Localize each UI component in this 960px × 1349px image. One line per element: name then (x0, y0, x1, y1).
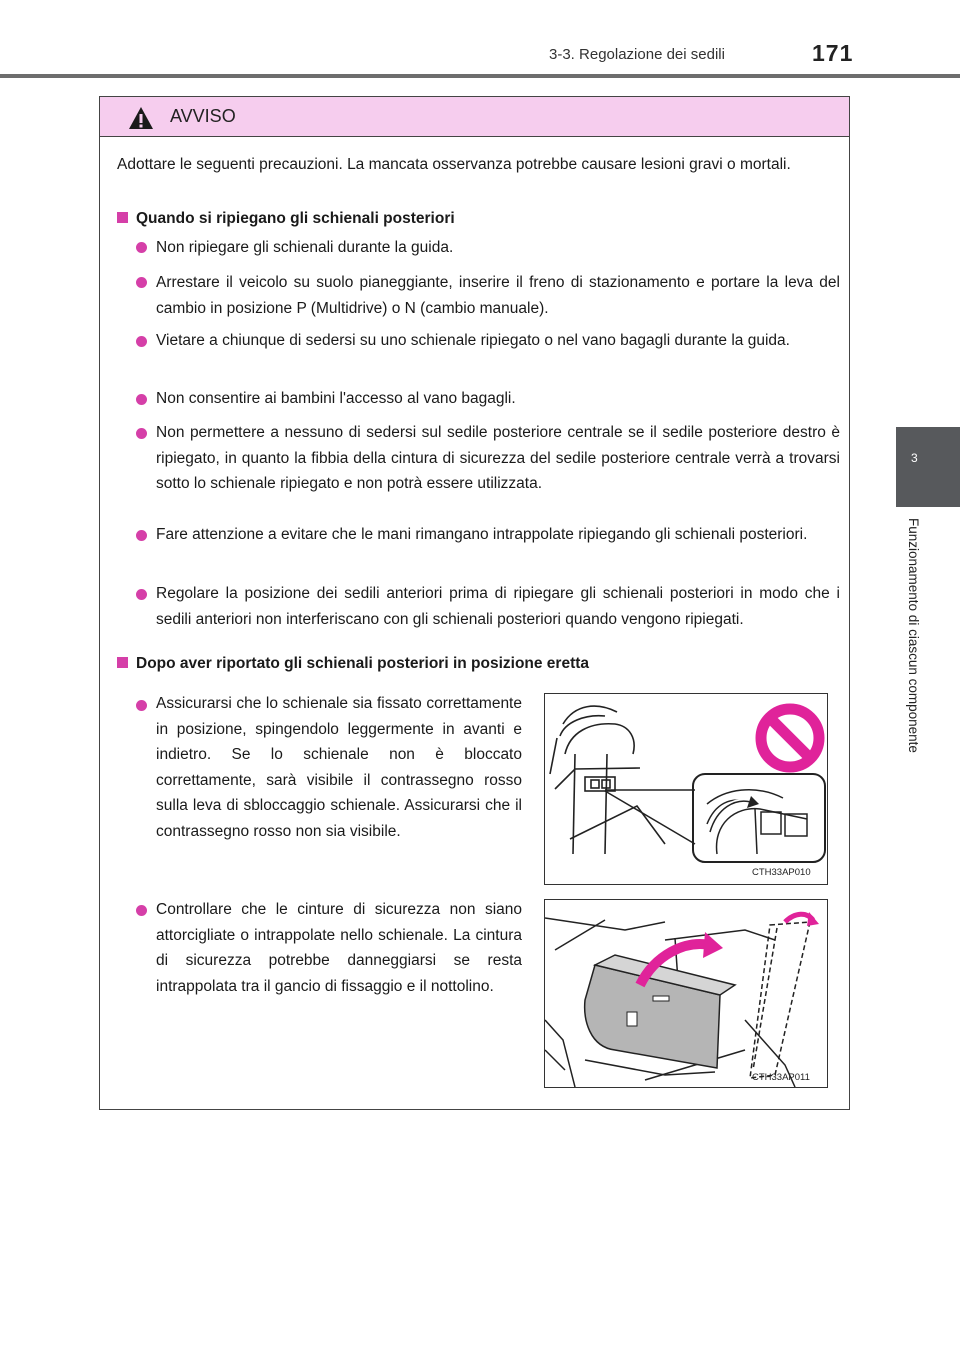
bullet-icon (136, 277, 147, 288)
list-item: Vietare a chiunque di sedersi su uno schienale ripiegato o nel vano bagagli durante la guida. (156, 332, 790, 349)
figure-code: CTH33AP010 (752, 867, 811, 878)
bullet-icon (136, 700, 147, 711)
prohibition-icon (761, 709, 819, 767)
header-rule (0, 74, 960, 78)
chapter-tab (896, 427, 960, 507)
bullet-icon (136, 589, 147, 600)
chapter-number: 3 (911, 451, 918, 465)
bullet-icon (136, 530, 147, 541)
list-item: Fare attenzione a evitare che le mani rimangano intrappolate ripiegando gli schienali posteriori. (156, 526, 808, 543)
warning-intro: Adottare le seguenti precauzioni. La mancata osservanza potrebbe causare lesioni gravi o mortali. (117, 156, 791, 173)
bullet-icon (136, 428, 147, 439)
section-heading-folding: Quando si ripiegano gli schienali posteriori (117, 208, 455, 230)
warning-triangle-icon (128, 106, 154, 130)
list-item: Regolare la posizione dei sedili anteriori prima di ripiegare gli schienali posteriori in modo che i sedili anteriori non interferiscano con gli schienali posteriori quando vengono ripiegati. (156, 585, 840, 628)
list-item: Controllare che le cinture di sicurezza non siano attorcigliate o intrappolate nello schienale. La cintura di sicurezza potrebbe danneggiarsi se resta intrappolata tra il gancio di fissaggio e il nottolino. (156, 901, 522, 995)
figure-seatbelt (544, 899, 828, 1088)
warning-box (99, 96, 850, 1110)
bullet-icon (136, 336, 147, 347)
bullet-icon (136, 242, 147, 253)
list-item: Arrestare il veicolo su suolo pianeggiante, inserire il freno di stazionamento e portare la leva del cambio in posizione P (Multidrive) o N (cambio manuale). (156, 274, 840, 317)
list-item: Non permettere a nessuno di sedersi sul sedile posteriore centrale se il sedile posteriore destro è ripiegato, in quanto la fibbia della cintura di sicurezza del sedile posteriore centrale verrà a trovarsi sotto lo schienale ripiegato e non potrà essere utilizzata. (156, 424, 840, 492)
list-item: Assicurarsi che lo schienale sia fissato correttamente in posizione, spingendolo leggermente in avanti e indietro. Se lo schienale non è bloccato correttamente, sarà visibile il contrassegno rosso sulla leva di sbloccaggio schienale. Assicurarsi che il contrassegno rosso non sia visibile. (156, 695, 522, 840)
warning-header (100, 97, 849, 137)
figure-seatback-lock (544, 693, 828, 885)
square-bullet-icon (117, 657, 128, 668)
section-heading-upright: Dopo aver riportato gli schienali posteriori in posizione eretta (117, 653, 589, 675)
fold-seat-illustration (545, 900, 827, 1087)
square-bullet-icon (117, 212, 128, 223)
page-number: 171 (812, 40, 854, 66)
list-item: Non ripiegare gli schienali durante la guida. (156, 239, 454, 256)
figure-code: CTH33AP011 (752, 1072, 810, 1083)
section-title: 3-3. Regolazione dei sedili (549, 46, 725, 63)
list-item: Non consentire ai bambini l'accesso al vano bagagli. (156, 390, 516, 407)
bullet-icon (136, 394, 147, 405)
bullet-icon (136, 905, 147, 916)
warning-title: AVVISO (170, 106, 236, 126)
seatback-illustration (545, 694, 827, 884)
chapter-label: Funzionamento di ciascun componente (906, 518, 921, 753)
